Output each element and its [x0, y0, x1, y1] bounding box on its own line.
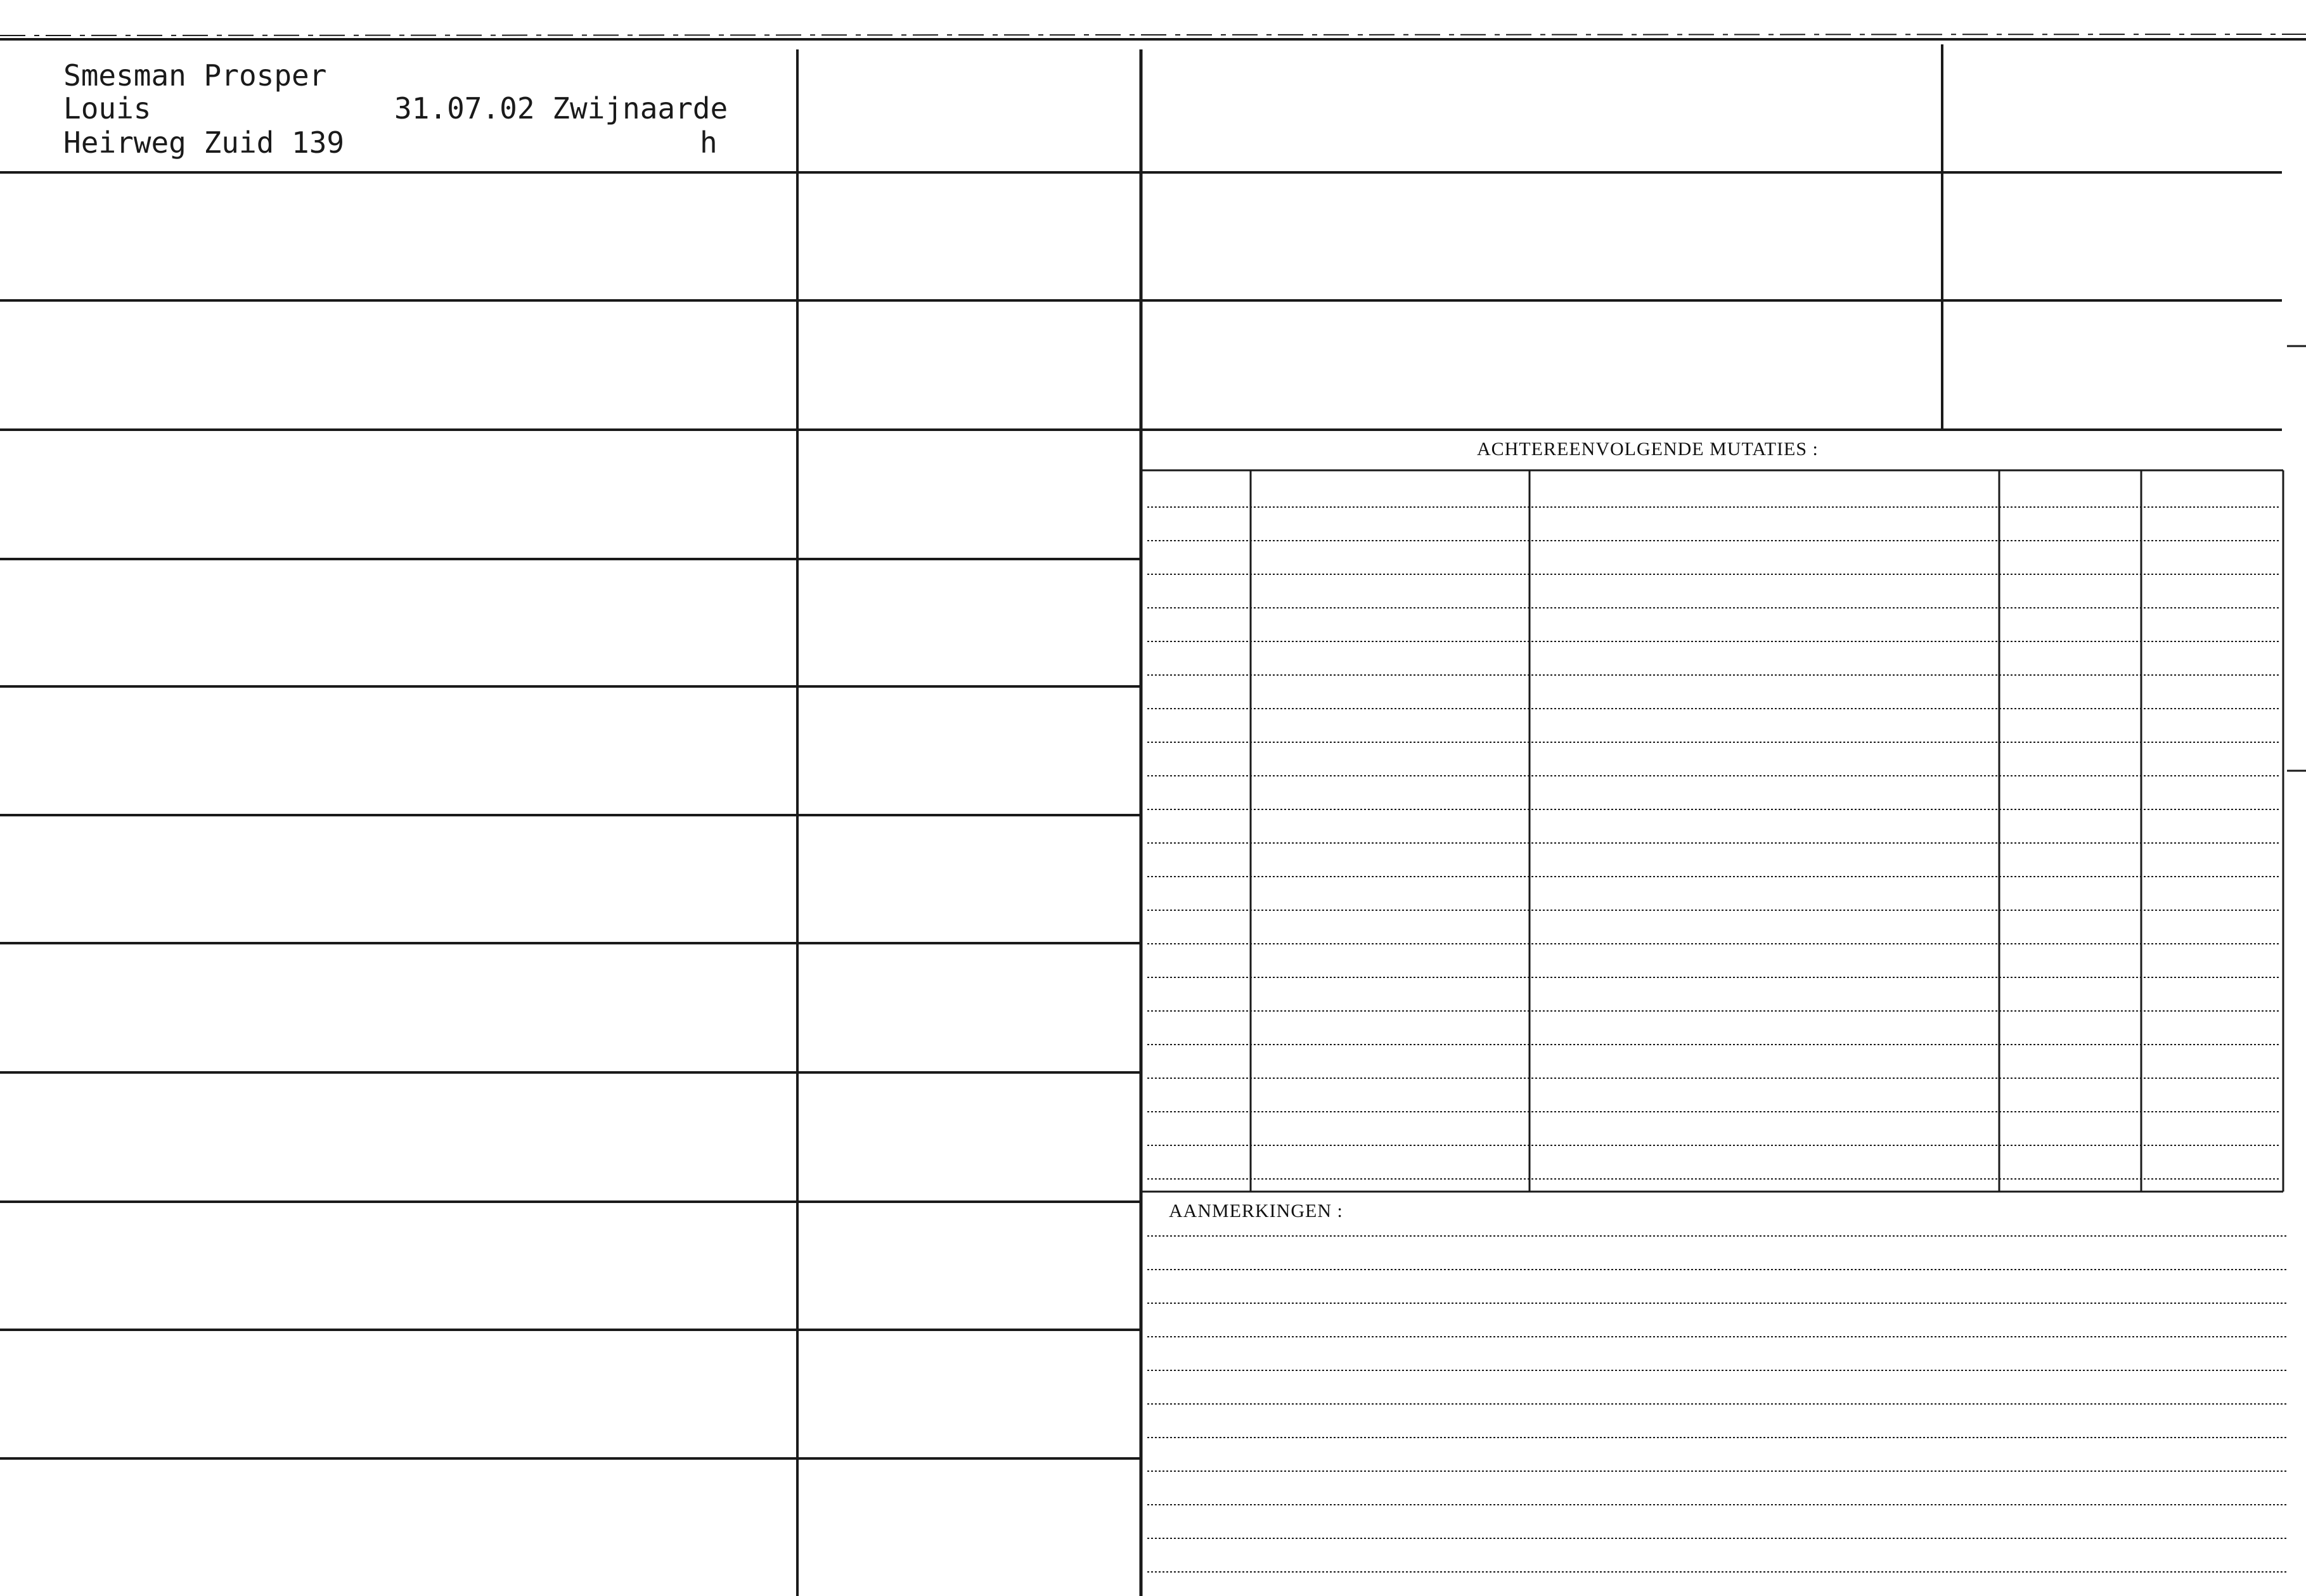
mutations-table-rows [1147, 507, 2281, 1179]
right-upper-rules [1141, 172, 2282, 430]
address-line: Heirweg Zuid 139 [63, 125, 345, 160]
remarks-rows [1147, 1236, 2288, 1572]
name-line: Smesman Prosper [63, 58, 327, 93]
top-edge-noise [0, 34, 2306, 35]
mutations-heading: ACHTEREENVOLGENDE MUTATIES : [1477, 439, 1819, 460]
given-name: Louis [63, 91, 151, 125]
marker-letter: h [700, 125, 718, 160]
remarks-heading: AANMERKINGEN : [1169, 1200, 1343, 1221]
mutations-table-frame [1141, 470, 2283, 1192]
left-row-rules [0, 172, 1141, 1458]
birth-date-place: 31.07.02 Zwijnaarde [394, 91, 728, 125]
